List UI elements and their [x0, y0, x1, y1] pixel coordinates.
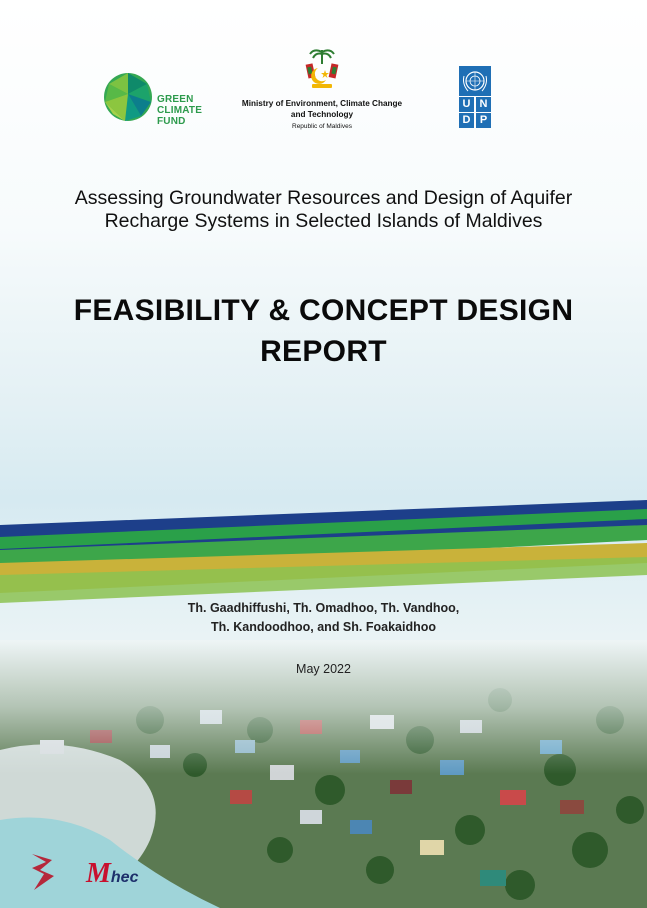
- title-line1: FEASIBILITY & CONCEPT DESIGN: [73, 294, 574, 327]
- subtitle-line1: Assessing Groundwater Resources and Design of Aquifer: [74, 187, 573, 209]
- footer-logos: [30, 852, 190, 898]
- undp-letter-d: D: [459, 113, 474, 128]
- gcf-line3: FUND: [157, 116, 186, 127]
- undp-letter-u: U: [459, 97, 474, 112]
- ministry-name-line1: Ministry of Environment, Climate Change: [241, 99, 403, 108]
- islands-line1: Th. Gaadhiffushi, Th. Omadhoo, Th. Vandhoo,: [187, 601, 460, 615]
- report-date: May 2022: [296, 662, 351, 676]
- mhec-mark: M: [86, 858, 111, 889]
- undp-letter-n: N: [476, 97, 491, 112]
- mhec-logo: [86, 858, 138, 888]
- ministry-logo: [222, 46, 422, 138]
- maldives-emblem-icon: [298, 46, 346, 94]
- green-climate-fund-logo: [103, 70, 223, 134]
- consultant-logo-icon: [30, 852, 58, 892]
- un-emblem: [459, 66, 491, 96]
- ministry-name-line2: and Technology: [290, 110, 354, 119]
- undp-letter-p: P: [476, 113, 491, 128]
- islands-line2: Th. Kandoodhoo, and Sh. Foakaidhoo: [211, 620, 436, 634]
- study-islands: [20, 599, 627, 637]
- gcf-wordmark: [157, 94, 202, 127]
- mhec-text: hec: [110, 869, 139, 886]
- project-subtitle: [20, 187, 627, 233]
- decorative-stripes: [0, 495, 647, 610]
- un-emblem-icon: [459, 66, 491, 96]
- title-line2: REPORT: [260, 335, 387, 368]
- ministry-name: [222, 98, 422, 120]
- ministry-country: Republic of Maldives: [292, 123, 352, 130]
- undp-logo: [459, 66, 491, 128]
- report-title: [10, 290, 637, 372]
- globe-icon: [103, 72, 153, 122]
- gcf-line1: GREEN: [157, 94, 194, 105]
- gcf-line2: CLIMATE: [157, 105, 203, 116]
- subtitle-line2: Recharge Systems in Selected Islands of Maldives: [104, 210, 543, 232]
